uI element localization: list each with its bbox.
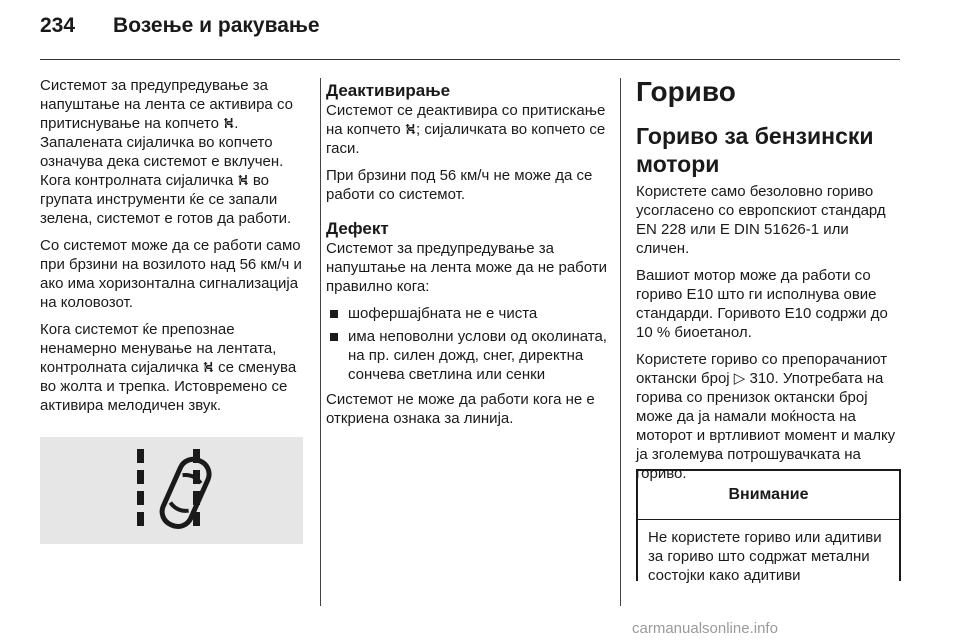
paragraph-speed: Со системот може да се работи само при брзини на возилото над 56 км/ч и ако има хоризонтална сигнализација на коловозот.	[40, 237, 302, 311]
deactivation-heading: Деактивирање	[326, 81, 451, 100]
chapter-title: Возење и ракување	[113, 14, 320, 37]
column-divider-2	[620, 78, 621, 606]
paragraph-fault-outro: Системот не може да работи кога не е откриена ознака за линија.	[326, 391, 595, 427]
notice-box	[636, 469, 901, 584]
paragraph-e10: Вашиот мотор може да работи со гориво E10 што ги исполнува овие стандарди. Горивото E10 содржи до 10 % биоетанол.	[636, 267, 888, 341]
lane-departure-figure	[40, 437, 303, 544]
paragraph-deactivation: Системот се деактивира со притискање на копчето ⛕; сијаличката во копчето се гаси.	[326, 102, 606, 157]
paragraph-unleaded: Користете само безоловно гориво усогласено со европскиот стандард EN 228 или E DIN 51626-1 или сличен.	[636, 183, 886, 257]
header-rule	[40, 59, 900, 60]
list-item: шофершајбната не е чиста	[326, 304, 610, 323]
section-title: Гориво	[636, 76, 736, 107]
notice-text: Не користете гориво или адитиви за гориво што содржат метални состојки како адитиви	[648, 529, 882, 584]
list-item: има неповолни услови од околината, на пр. силен дожд, снег, директна сончева светлина или сенки	[326, 327, 610, 384]
page-header	[40, 14, 320, 46]
paragraph-low-speed: При брзини под 56 км/ч не може да се работи со системот.	[326, 167, 593, 203]
watermark: carmanualsonline.info	[632, 620, 778, 637]
fault-heading: Дефект	[326, 219, 389, 238]
column-divider-1	[320, 78, 321, 606]
page-number: 234	[40, 14, 76, 37]
paragraph-fault-intro: Системот за предупредување за напуштање на лента може да не работи правилно кога:	[326, 240, 608, 295]
column-3	[636, 76, 902, 491]
column-1	[40, 76, 305, 423]
section-subtitle: Гориво за бензински мотори	[636, 123, 874, 177]
paragraph-activation: Системот за предупредување за напуштање на лента се активира со притиснување на копчето ⛕. Запалената сијаличка во копчето означува дека системот е вклучен. Кога контролната сијаличка ⛕ во групата инструменти ќе се запали зелена, системот е готов да работи.	[40, 77, 293, 227]
fault-list	[326, 304, 610, 384]
column-2	[326, 80, 610, 436]
lane-departure-icon	[40, 437, 303, 544]
notice-title: Внимание	[638, 471, 899, 520]
paragraph-octane: Користете гориво со препорачаниот октански број ▷ 310. Употребата на горива со пренизок октански број може да ја намали моќноста на моторот и вртливиот момент и малку ја зголемува потрошувачката на гориво.	[636, 351, 896, 482]
paragraph-warning: Кога системот ќе препознае ненамерно менување на лентата, контролната сијаличка ⛕ се сменува во жолта и трепка. Истовремено се активира мелодичен звук.	[40, 321, 297, 414]
